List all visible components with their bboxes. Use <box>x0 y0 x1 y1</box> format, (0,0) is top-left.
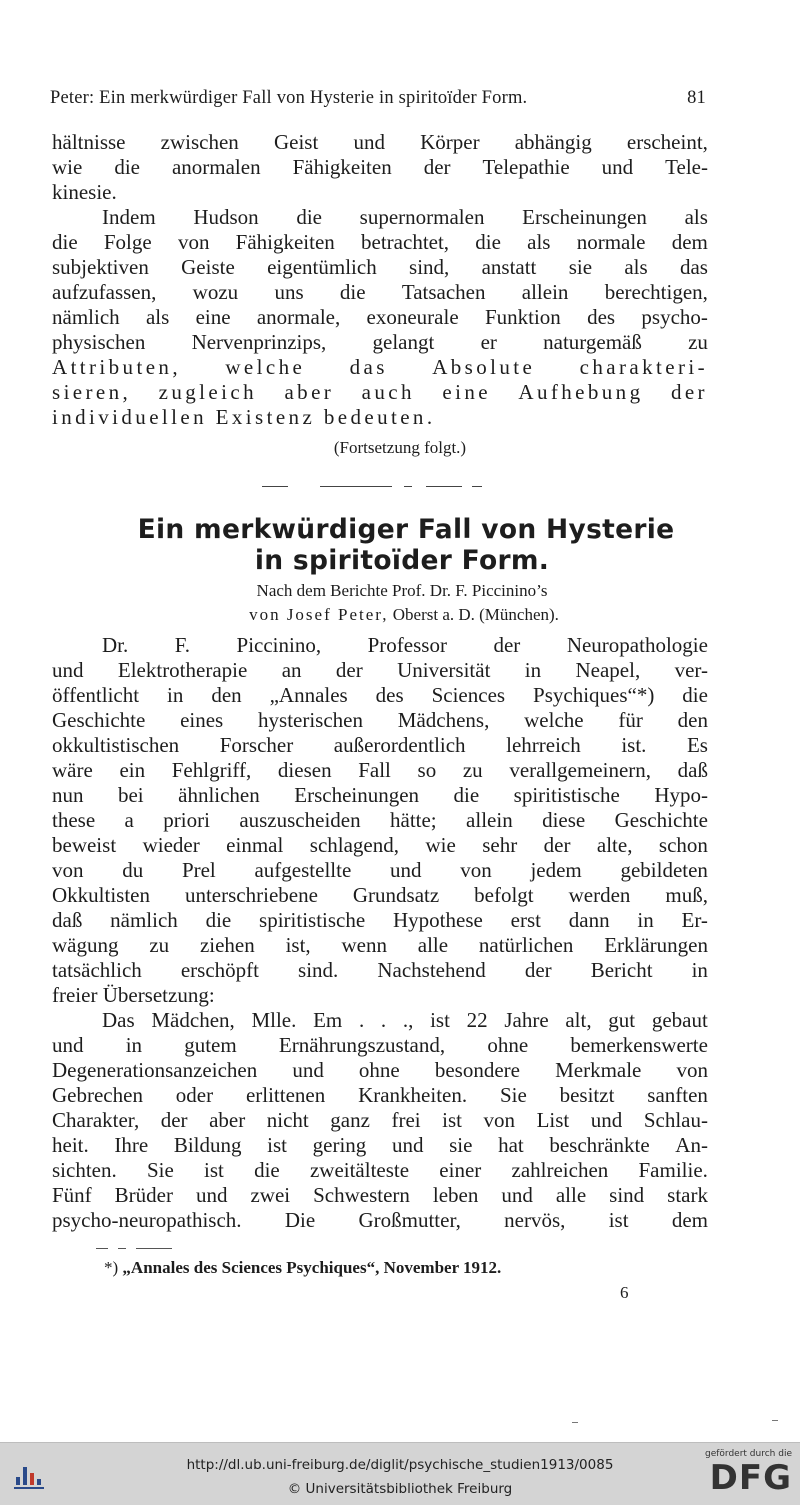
text-line: die Folge von Fähigkeiten betrachtet, die als normale dem <box>52 230 708 254</box>
text-line: öffentlicht in den „Annales des Sciences Psychiques“*) die <box>52 683 708 707</box>
article-title-line2: in spiritoïder Form. <box>254 545 550 576</box>
text-line: physischen Nervenprinzips, gelangt er naturgemäß zu <box>52 330 708 354</box>
text-line: von du Prel aufgestellte und von jedem gebildeten <box>52 858 708 882</box>
article-body <box>52 633 708 1233</box>
text-line: these a priori auszuscheiden hätte; allein diese Geschichte <box>52 808 708 832</box>
footnote-text: „Annales des Sciences Psychiques“, November 1912. <box>122 1258 502 1277</box>
text-line-spaced: sieren, zugleich aber auch eine Aufhebung der <box>52 380 708 404</box>
text-line: Gebrechen oder erlittenen Krankheiten. Sie besitzt sanften <box>52 1083 708 1107</box>
text-line: und Elektrotherapie an der Universität in Neapel, ver- <box>52 658 708 682</box>
text-line-spaced: individuellen Existenz bedeuten. <box>52 405 436 429</box>
text-line-spaced: Attributen, welche das Absolute charakteri- <box>52 355 708 379</box>
text-line: nämlich als eine anormale, exoneurale Funktion des psycho- <box>52 305 708 329</box>
text-line: Fünf Brüder und zwei Schwestern leben und alle sind stark <box>52 1183 708 1207</box>
page-number: 81 <box>687 88 706 108</box>
text-line: freier Übersetzung: <box>52 983 215 1007</box>
text-line: heit. Ihre Bildung ist gering und sie hat beschränkte An- <box>52 1133 708 1157</box>
text-line: daß nämlich die spiritistische Hypothese erst dann in Er- <box>52 908 708 932</box>
running-header-title: Peter: Ein merkwürdiger Fall von Hysterie in spiritoïder Form. <box>50 88 528 108</box>
dfg-logo <box>700 1449 792 1501</box>
text-line: Dr. F. Piccinino, Professor der Neuropathologie <box>102 633 708 657</box>
section-previous-text <box>52 130 708 430</box>
text-line: subjektiven Geiste eigentümlich sind, anstatt sie als das <box>52 255 708 279</box>
author-rank: Oberst a. D. (München). <box>392 605 559 624</box>
text-line: Indem Hudson die supernormalen Erscheinungen als <box>102 205 708 229</box>
text-line: tatsächlich erschöpft sind. Nachstehend der Bericht in <box>52 958 708 982</box>
text-line: psycho-neuropathisch. Die Großmutter, nervös, ist dem <box>52 1208 708 1232</box>
viewer-footer <box>0 1442 800 1505</box>
text-line: Okkultisten unterschriebene Grundsatz befolgt werden muß, <box>52 883 708 907</box>
text-line: nun bei ähnlichen Erscheinungen die spiritistische Hypo- <box>52 783 708 807</box>
dfg-tagline: gefördert durch die <box>705 1449 792 1459</box>
copyright-notice: © Universitätsbibliothek Freiburg <box>287 1481 513 1497</box>
text-line: okkultistischen Forscher außerordentlich lehrreich ist. Es <box>52 733 708 757</box>
text-line: kinesie. <box>52 180 117 204</box>
text-line: wägung zu ziehen ist, wenn alle natürlichen Erklärungen <box>52 933 708 957</box>
article-title-line1: Ein merkwürdiger Fall von Hysterie <box>137 514 675 545</box>
text-line: Degenerationsanzeichen und ohne besondere Merkmale von <box>52 1058 708 1082</box>
text-line: sichten. Sie ist die zweitälteste einer zahlreichen Familie. <box>52 1158 708 1182</box>
article-byline-author <box>4 603 800 627</box>
article-byline-source: Nach dem Berichte Prof. Dr. F. Piccinino’s <box>256 581 548 600</box>
footnote-rule <box>96 1248 176 1249</box>
running-header <box>50 88 706 109</box>
signature-mark: 6 <box>620 1283 629 1302</box>
text-line: wie die anormalen Fähigkeiten der Telepathie und Tele- <box>52 155 708 179</box>
text-line: und in gutem Ernährungszustand, ohne bemerkenswerte <box>52 1033 708 1057</box>
page-url[interactable]: http://dl.ub.uni-freiburg.de/diglit/psychische_studien1913/0085 <box>186 1457 614 1473</box>
text-line: aufzufassen, wozu uns die Tatsachen allein berechtigen, <box>52 280 708 304</box>
continuation-note: (Fortsetzung folgt.) <box>333 438 467 457</box>
text-line: Geschichte eines hysterischen Mädchens, welche für den <box>52 708 708 732</box>
footnote-marker: *) <box>104 1258 119 1277</box>
text-line: wäre ein Fehlgriff, diesen Fall so zu verallgemeinern, daß <box>52 758 708 782</box>
text-line: hältnisse zwischen Geist und Körper abhängig erscheint, <box>52 130 708 154</box>
section-divider <box>262 486 502 487</box>
text-line: Das Mädchen, Mlle. Em . . ., ist 22 Jahre alt, gut gebaut <box>102 1008 708 1032</box>
footnote <box>104 1258 501 1278</box>
text-line: Charakter, der aber nicht ganz frei ist von List und Schlau- <box>52 1108 708 1132</box>
text-line: beweist wieder einmal schlagend, wie sehr der alte, schon <box>52 833 708 857</box>
dfg-logo-text: DFG <box>709 1458 792 1498</box>
author-name: von Josef Peter, <box>249 605 389 624</box>
